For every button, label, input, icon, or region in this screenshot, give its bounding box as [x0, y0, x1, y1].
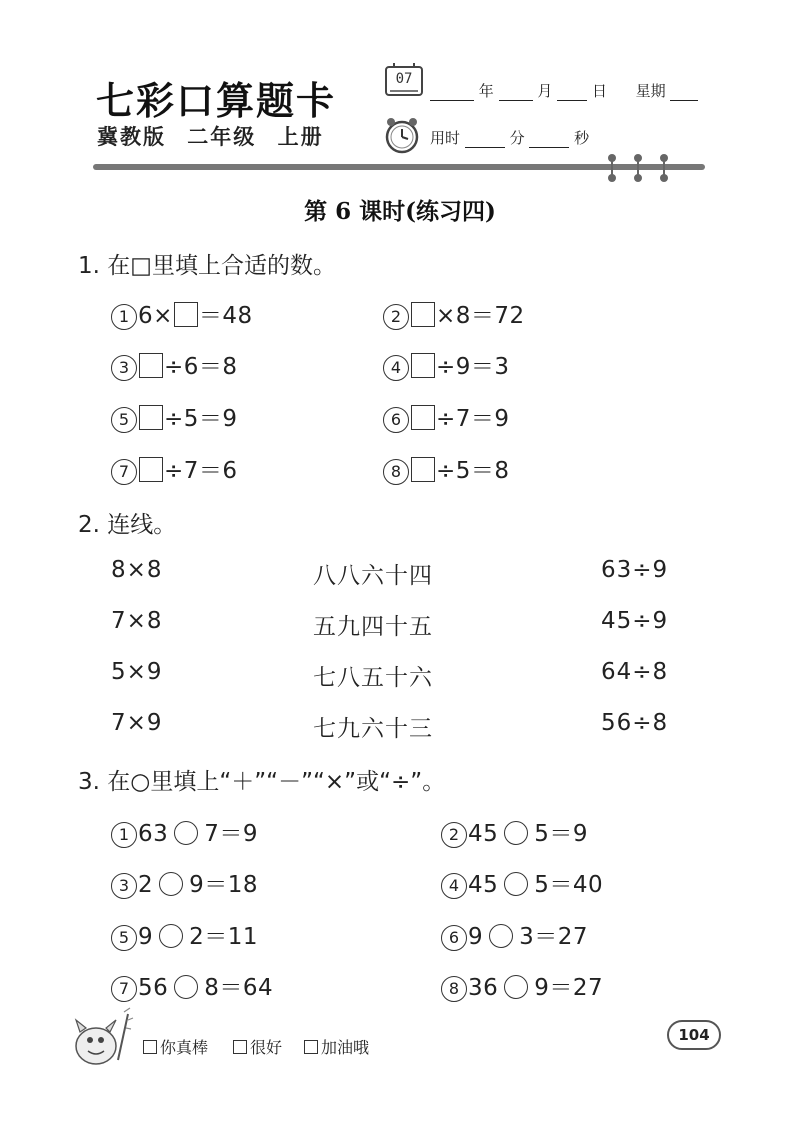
item-number: 4 [441, 873, 467, 899]
binder-ring [611, 156, 613, 180]
operator-circle[interactable] [174, 821, 198, 845]
match-left-item[interactable]: 7×8 [111, 608, 163, 634]
item-number: 1 [111, 822, 137, 848]
answer-box[interactable] [411, 457, 435, 482]
operator-circle[interactable] [174, 975, 198, 999]
q3-item: 3 2 9＝18 [111, 866, 258, 899]
calendar-day: 07 [395, 71, 413, 87]
q3-item: 5 9 2＝11 [111, 918, 258, 951]
match-left-item[interactable]: 7×9 [111, 710, 163, 736]
binder-ring [637, 156, 639, 180]
year-blank[interactable] [430, 86, 474, 101]
answer-box[interactable] [139, 405, 163, 430]
operator-circle[interactable] [504, 872, 528, 896]
day-label: 日 [591, 82, 607, 100]
item-number: 3 [111, 355, 137, 381]
item-number: 7 [111, 976, 137, 1002]
q1-item: 8 ÷5＝8 [383, 452, 510, 485]
q3-item: 8 36 9＝27 [441, 969, 603, 1002]
answer-box[interactable] [411, 405, 435, 430]
weekday-blank[interactable] [670, 86, 698, 101]
item-number: 6 [441, 925, 467, 951]
second-blank[interactable] [529, 133, 569, 148]
rating-option[interactable]: 很好 [233, 1035, 282, 1058]
brand-title: 七彩口算题卡 [96, 78, 337, 123]
item-number: 6 [383, 407, 409, 433]
second-label: 秒 [574, 129, 590, 147]
q1-item: 3 ÷6＝8 [111, 348, 238, 381]
q1-item: 5 ÷5＝9 [111, 400, 238, 433]
operator-circle[interactable] [504, 975, 528, 999]
item-number: 4 [383, 355, 409, 381]
clock-icon [382, 115, 422, 155]
answer-box[interactable] [139, 353, 163, 378]
q1-item: 2 ×8＝72 [383, 297, 525, 330]
header-divider [93, 164, 705, 170]
date-line [430, 80, 698, 101]
match-right-item[interactable]: 56÷8 [601, 710, 669, 736]
item-number: 5 [111, 925, 137, 951]
minute-blank[interactable] [465, 133, 505, 148]
binder-ring [663, 156, 665, 180]
mascot-icon [68, 1006, 134, 1072]
rating-checkbox[interactable] [143, 1040, 157, 1054]
q1-item: 7 ÷7＝6 [111, 452, 238, 485]
operator-circle[interactable] [159, 872, 183, 896]
q3-item: 7 56 8＝64 [111, 969, 273, 1002]
operator-circle[interactable] [159, 924, 183, 948]
match-right-item[interactable]: 45÷9 [601, 608, 669, 634]
answer-box[interactable] [139, 457, 163, 482]
day-blank[interactable] [557, 86, 587, 101]
question-2-title: 2. 连线。 [78, 512, 177, 538]
item-number: 8 [383, 459, 409, 485]
match-right-item[interactable]: 63÷9 [601, 557, 669, 583]
q1-item: 1 6× ＝48 [111, 297, 253, 330]
match-middle-item[interactable]: 七九六十三 [313, 716, 433, 742]
month-blank[interactable] [499, 86, 533, 101]
edition-label: 冀教版 二年级 上册 [97, 125, 324, 149]
time-line [430, 127, 589, 148]
operator-circle[interactable] [489, 924, 513, 948]
match-middle-item[interactable]: 五九四十五 [313, 614, 433, 640]
answer-box[interactable] [411, 353, 435, 378]
rating-option[interactable]: 加油哦 [304, 1035, 369, 1058]
minute-label: 分 [509, 129, 525, 147]
page-number: 104 [667, 1020, 721, 1050]
rating-option[interactable]: 你真棒 [143, 1035, 208, 1058]
lesson-title: 第 6 课时(练习四) [304, 198, 496, 225]
match-middle-item[interactable]: 八八六十四 [313, 563, 433, 589]
question-1-title: 1. 在□里填上合适的数。 [78, 253, 336, 279]
match-left-item[interactable]: 5×9 [111, 659, 163, 685]
item-number: 2 [441, 822, 467, 848]
item-number: 1 [111, 304, 137, 330]
item-number: 7 [111, 459, 137, 485]
item-number: 3 [111, 873, 137, 899]
item-number: 5 [111, 407, 137, 433]
match-left-item[interactable]: 8×8 [111, 557, 163, 583]
answer-box[interactable] [411, 302, 435, 327]
question-3-title: 3. 在○里填上“＋”“－”“×”或“÷”。 [78, 769, 446, 795]
q1-item: 4 ÷9＝3 [383, 348, 510, 381]
answer-box[interactable] [174, 302, 198, 327]
weekday-label: 星期 [635, 82, 666, 100]
operator-circle[interactable] [504, 821, 528, 845]
time-used-label: 用时 [430, 129, 461, 147]
month-label: 月 [537, 82, 553, 100]
q3-item: 2 45 5＝9 [441, 815, 588, 848]
item-number: 2 [383, 304, 409, 330]
q3-item: 6 9 3＝27 [441, 918, 588, 951]
calendar-icon [385, 66, 423, 96]
q1-item: 6 ÷7＝9 [383, 400, 510, 433]
q3-item: 1 63 7＝9 [111, 815, 258, 848]
item-number: 8 [441, 976, 467, 1002]
year-label: 年 [478, 82, 494, 100]
match-middle-item[interactable]: 七八五十六 [313, 665, 433, 691]
rating-checkbox[interactable] [304, 1040, 318, 1054]
rating-checkbox[interactable] [233, 1040, 247, 1054]
match-right-item[interactable]: 64÷8 [601, 659, 669, 685]
q3-item: 4 45 5＝40 [441, 866, 603, 899]
